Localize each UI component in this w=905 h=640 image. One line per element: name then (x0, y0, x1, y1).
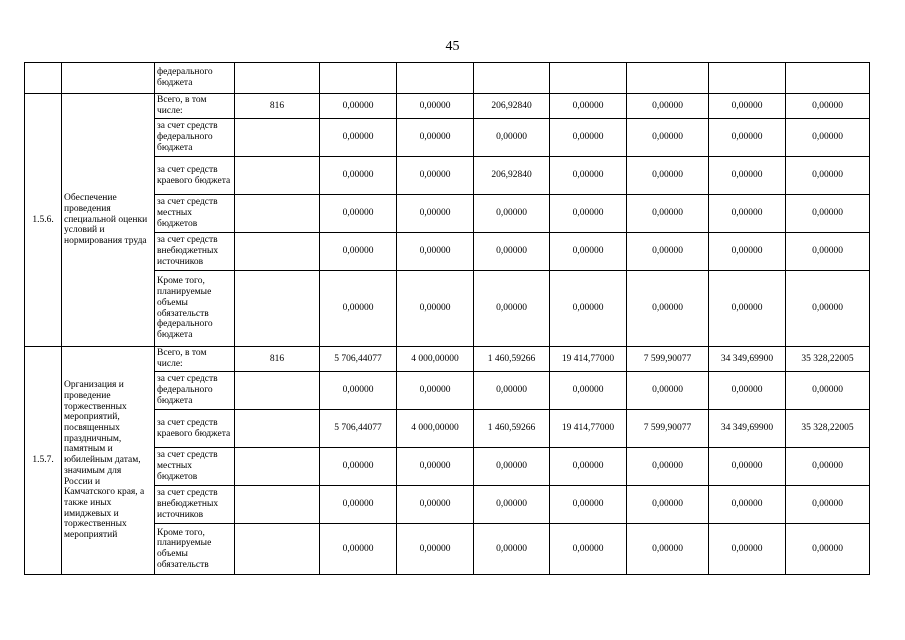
code-cell (235, 448, 320, 486)
item-number-cell: 1.5.7. (25, 347, 62, 575)
table-row (25, 94, 870, 119)
value-cell: 0,00000 (709, 157, 786, 195)
value-cell: 0,00000 (397, 233, 474, 271)
value-cell: 0,00000 (786, 195, 870, 233)
value-cell: 0,00000 (397, 119, 474, 157)
value-cell: 4 000,00000 (397, 347, 474, 372)
item-number-cell: 1.5.6. (25, 94, 62, 347)
value-cell: 35 328,22005 (786, 347, 870, 372)
value-cell: 0,00000 (474, 195, 550, 233)
item-name-cell (62, 63, 155, 94)
value-cell: 0,00000 (709, 94, 786, 119)
code-cell (235, 271, 320, 347)
value-cell: 0,00000 (397, 372, 474, 410)
value-cell: 1 460,59266 (474, 410, 550, 448)
source-cell: Всего, в том числе: (155, 347, 235, 372)
source-cell: за счет средств внебюджетных источников (155, 233, 235, 271)
page-number: 45 (445, 39, 460, 54)
value-cell: 0,00000 (320, 271, 397, 347)
value-cell: 5 706,44077 (320, 347, 397, 372)
value-cell: 0,00000 (397, 271, 474, 347)
value-cell (627, 63, 709, 94)
value-cell (397, 63, 474, 94)
source-cell: за счет средств федерального бюджета (155, 119, 235, 157)
value-cell: 19 414,77000 (550, 410, 627, 448)
code-cell (235, 195, 320, 233)
source-cell: федерального бюджета (155, 63, 235, 94)
value-cell: 0,00000 (397, 157, 474, 195)
value-cell: 0,00000 (627, 372, 709, 410)
value-cell: 0,00000 (786, 372, 870, 410)
code-cell (235, 372, 320, 410)
source-cell: за счет средств федерального бюджета (155, 372, 235, 410)
value-cell: 0,00000 (320, 157, 397, 195)
source-cell: Всего, в том числе: (155, 94, 235, 119)
value-cell: 0,00000 (550, 448, 627, 486)
value-cell: 0,00000 (550, 271, 627, 347)
value-cell: 35 328,22005 (786, 410, 870, 448)
value-cell: 0,00000 (709, 271, 786, 347)
table-row (25, 63, 870, 94)
code-cell (235, 63, 320, 94)
value-cell: 0,00000 (627, 157, 709, 195)
code-cell (235, 233, 320, 271)
source-cell: за счет средств внебюджетных источников (155, 486, 235, 524)
value-cell (474, 63, 550, 94)
code-cell (235, 410, 320, 448)
value-cell: 0,00000 (627, 195, 709, 233)
value-cell: 0,00000 (786, 157, 870, 195)
value-cell: 0,00000 (627, 524, 709, 575)
item-name-cell: Обеспечение проведения специальной оценки условий и нормирования труда (62, 94, 155, 347)
value-cell: 0,00000 (397, 94, 474, 119)
code-cell: 816 (235, 94, 320, 119)
value-cell: 0,00000 (786, 448, 870, 486)
value-cell: 7 599,90077 (627, 410, 709, 448)
source-cell: за счет средств краевого бюджета (155, 410, 235, 448)
source-cell: за счет средств местных бюджетов (155, 195, 235, 233)
budget-table (24, 62, 870, 575)
value-cell: 0,00000 (320, 119, 397, 157)
value-cell: 19 414,77000 (550, 347, 627, 372)
value-cell: 0,00000 (550, 94, 627, 119)
value-cell: 0,00000 (786, 233, 870, 271)
value-cell: 0,00000 (709, 233, 786, 271)
code-cell (235, 524, 320, 575)
value-cell: 0,00000 (709, 372, 786, 410)
value-cell: 0,00000 (474, 233, 550, 271)
value-cell: 0,00000 (397, 448, 474, 486)
value-cell: 0,00000 (550, 372, 627, 410)
value-cell: 0,00000 (550, 157, 627, 195)
value-cell: 0,00000 (320, 94, 397, 119)
value-cell: 0,00000 (709, 119, 786, 157)
value-cell: 0,00000 (474, 486, 550, 524)
value-cell: 0,00000 (474, 524, 550, 575)
value-cell: 0,00000 (397, 486, 474, 524)
value-cell: 0,00000 (709, 195, 786, 233)
code-cell (235, 119, 320, 157)
value-cell: 0,00000 (550, 119, 627, 157)
value-cell: 0,00000 (627, 94, 709, 119)
value-cell: 0,00000 (709, 524, 786, 575)
value-cell (550, 63, 627, 94)
value-cell: 0,00000 (550, 195, 627, 233)
source-cell: за счет средств местных бюджетов (155, 448, 235, 486)
value-cell: 0,00000 (627, 448, 709, 486)
value-cell: 0,00000 (474, 372, 550, 410)
value-cell: 0,00000 (786, 94, 870, 119)
code-cell (235, 157, 320, 195)
value-cell: 0,00000 (627, 119, 709, 157)
value-cell: 0,00000 (320, 372, 397, 410)
value-cell: 34 349,69900 (709, 347, 786, 372)
value-cell: 0,00000 (550, 233, 627, 271)
value-cell: 0,00000 (320, 524, 397, 575)
value-cell: 0,00000 (709, 448, 786, 486)
value-cell: 0,00000 (474, 448, 550, 486)
value-cell: 0,00000 (397, 524, 474, 575)
value-cell: 206,92840 (474, 94, 550, 119)
value-cell: 0,00000 (550, 486, 627, 524)
value-cell: 5 706,44077 (320, 410, 397, 448)
table-row (25, 347, 870, 372)
value-cell: 0,00000 (474, 271, 550, 347)
source-cell: Кроме того, планируемые объемы обязательств федерального бюджета (155, 271, 235, 347)
value-cell: 0,00000 (709, 486, 786, 524)
value-cell: 206,92840 (474, 157, 550, 195)
value-cell: 0,00000 (320, 486, 397, 524)
value-cell: 0,00000 (474, 119, 550, 157)
value-cell: 0,00000 (786, 486, 870, 524)
value-cell: 0,00000 (320, 233, 397, 271)
value-cell: 4 000,00000 (397, 410, 474, 448)
value-cell (709, 63, 786, 94)
code-cell (235, 486, 320, 524)
value-cell: 0,00000 (320, 448, 397, 486)
item-number-cell (25, 63, 62, 94)
value-cell (786, 63, 870, 94)
value-cell: 0,00000 (786, 119, 870, 157)
value-cell (320, 63, 397, 94)
value-cell: 0,00000 (627, 486, 709, 524)
value-cell: 0,00000 (786, 524, 870, 575)
value-cell: 0,00000 (786, 271, 870, 347)
value-cell: 0,00000 (320, 195, 397, 233)
value-cell: 1 460,59266 (474, 347, 550, 372)
item-name-cell: Организация и проведение торжественных мероприятий, посвященных праздничным, памятным и юбилейным датам, значимым для России и Камчатского края, а также иных имиджевых и торжественных мероприятий (62, 347, 155, 575)
value-cell: 0,00000 (550, 524, 627, 575)
value-cell: 0,00000 (627, 271, 709, 347)
source-cell: Кроме того, планируемые объемы обязательств (155, 524, 235, 575)
value-cell: 0,00000 (627, 233, 709, 271)
value-cell: 7 599,90077 (627, 347, 709, 372)
value-cell: 34 349,69900 (709, 410, 786, 448)
source-cell: за счет средств краевого бюджета (155, 157, 235, 195)
code-cell: 816 (235, 347, 320, 372)
value-cell: 0,00000 (397, 195, 474, 233)
